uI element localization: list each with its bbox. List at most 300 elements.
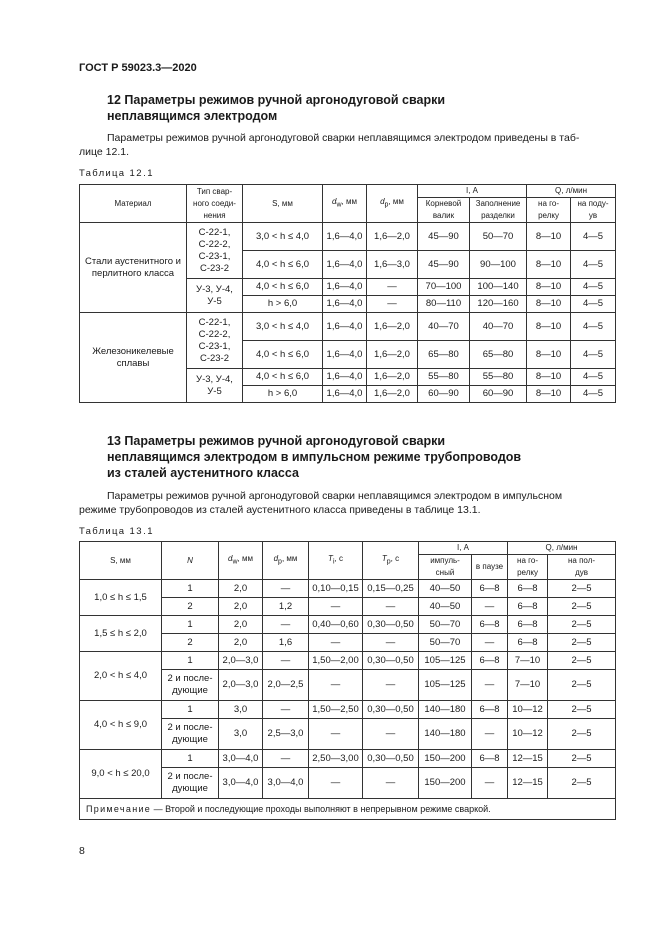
cell-text: — bbox=[280, 618, 291, 630]
section-13-paragraph: Параметры режимов ручной аргонодуговой сварки неплавящимся электродом в импульсном режиме трубопроводов из сталей аустенитного класса приведены в таблице 13.1. bbox=[79, 490, 563, 516]
cell-text: импуль- bbox=[430, 556, 460, 565]
cell-text: Q, л/мин bbox=[555, 186, 587, 195]
cell-text: 4,0 < h ≤ 9,0 bbox=[93, 719, 147, 730]
header-dp bbox=[263, 542, 309, 580]
cell-text: — bbox=[484, 636, 495, 648]
root-cell bbox=[418, 223, 470, 251]
cell-text: 105—125 bbox=[424, 654, 466, 666]
cell-text: p bbox=[384, 201, 389, 209]
cell-text: У-3, У-4, bbox=[196, 283, 233, 295]
table-row bbox=[80, 313, 616, 341]
cell-text: 2—5 bbox=[571, 636, 592, 648]
root-cell bbox=[418, 313, 470, 341]
cell-text: d bbox=[332, 196, 337, 206]
cell-text: С-23-2 bbox=[199, 262, 230, 274]
dp-cell bbox=[263, 768, 309, 799]
s-cell bbox=[243, 279, 323, 296]
cell-text: на го- bbox=[517, 556, 538, 565]
cell-text: 3,0 < h ≤ 4,0 bbox=[255, 230, 309, 242]
cell-text: 150—200 bbox=[424, 752, 466, 764]
cell-text: 2 bbox=[187, 600, 193, 612]
cell-text: 80—110 bbox=[425, 298, 462, 309]
fill-cell bbox=[470, 296, 527, 313]
cell-text: — bbox=[385, 777, 396, 788]
torch-cell bbox=[527, 313, 571, 341]
cell-text: 2,0 < h ≤ 4,0 bbox=[93, 670, 147, 681]
purge-cell bbox=[571, 251, 616, 279]
root-cell bbox=[418, 296, 470, 313]
cell-text: S, мм bbox=[110, 555, 131, 565]
cell-text: 3,0 bbox=[233, 703, 248, 715]
dw-cell bbox=[219, 750, 263, 768]
cell-text: 1,6—4,0 bbox=[326, 230, 363, 242]
dw-cell bbox=[323, 296, 367, 313]
dw-cell bbox=[323, 313, 367, 341]
torch-cell bbox=[527, 296, 571, 313]
s-cell bbox=[243, 223, 323, 251]
dw-cell bbox=[219, 719, 263, 750]
cell-text: 4—5 bbox=[582, 320, 604, 332]
torch-cell bbox=[508, 598, 548, 616]
pause-cell bbox=[472, 768, 508, 799]
ti-cell bbox=[309, 768, 363, 799]
cell-text: — bbox=[280, 654, 291, 666]
cell-text: 45—90 bbox=[428, 230, 459, 242]
cell-text: 1 bbox=[187, 703, 193, 715]
cell-text: — bbox=[280, 752, 291, 764]
purge-cell bbox=[571, 386, 616, 403]
cell-text: — bbox=[484, 600, 495, 612]
header-torch bbox=[527, 198, 571, 223]
dp-cell bbox=[367, 313, 418, 341]
tp-cell bbox=[363, 652, 419, 670]
cell-text: С-23-2 bbox=[199, 352, 230, 364]
cell-text: 40—50 bbox=[429, 582, 461, 594]
cell-text: С-22-2, bbox=[198, 238, 231, 250]
cell-text: 7—10 bbox=[514, 679, 541, 690]
cell-text: — bbox=[330, 636, 341, 648]
s-cell bbox=[80, 652, 162, 701]
cell-text: 1,6—4,0 bbox=[326, 281, 363, 292]
cell-text: 1,50—2,50 bbox=[312, 703, 359, 715]
cell-text: 105—125 bbox=[424, 679, 466, 690]
cell-text: 2—5 bbox=[571, 752, 592, 764]
n-cell bbox=[162, 652, 219, 670]
cell-text: — bbox=[330, 728, 341, 739]
cell-text: 3,0—4,0 bbox=[222, 752, 259, 764]
cell-text: S, мм bbox=[272, 198, 293, 208]
cell-text: дующие bbox=[172, 685, 208, 696]
page-number: 8 bbox=[79, 845, 85, 857]
n-cell bbox=[162, 768, 219, 799]
cell-text: — bbox=[385, 600, 396, 612]
cell-text: 4,0 < h ≤ 6,0 bbox=[255, 371, 309, 382]
cell-text: 60—90 bbox=[482, 388, 514, 399]
ti-cell bbox=[309, 580, 363, 598]
cell-text: 1 bbox=[187, 618, 193, 630]
dp-cell bbox=[367, 251, 418, 279]
cell-text: d bbox=[228, 553, 233, 563]
cell-text: 90—100 bbox=[480, 258, 516, 270]
cell-text: N bbox=[187, 555, 193, 565]
cell-text: 2,0—3,0 bbox=[222, 654, 259, 666]
cell-text: 10—12 bbox=[512, 728, 543, 739]
header-purge bbox=[571, 198, 616, 223]
cell-text: 1,6—2,0 bbox=[374, 348, 410, 360]
cell-text: 8—10 bbox=[535, 388, 562, 399]
torch-cell bbox=[508, 701, 548, 719]
cell-text: 6—8 bbox=[479, 703, 500, 715]
cell-text: — bbox=[387, 281, 397, 292]
cell-text: — bbox=[385, 679, 396, 690]
cell-text: 2,0 bbox=[233, 600, 248, 612]
dp-cell bbox=[367, 223, 418, 251]
cell-text: 7—10 bbox=[514, 654, 541, 666]
dp-cell bbox=[263, 701, 309, 719]
cell-text: 9,0 < h ≤ 20,0 bbox=[91, 768, 150, 779]
material-cell bbox=[80, 223, 187, 313]
purge-cell bbox=[571, 313, 616, 341]
cell-text: 140—180 bbox=[424, 703, 466, 715]
cell-text: 1,6—4,0 bbox=[326, 348, 363, 360]
cell-text: 6—8 bbox=[517, 618, 538, 630]
document-header: ГОСТ Р 59023.3—2020 bbox=[79, 62, 197, 74]
cell-text: 6—8 bbox=[479, 654, 500, 666]
torch-cell bbox=[527, 369, 571, 386]
purge-cell bbox=[571, 296, 616, 313]
cell-text: 0,30—0,50 bbox=[367, 703, 414, 715]
header-purge bbox=[548, 555, 616, 580]
header-root bbox=[418, 198, 470, 223]
cell-text: 140—180 bbox=[424, 728, 466, 739]
header-fill bbox=[470, 198, 527, 223]
purge-cell bbox=[548, 616, 616, 634]
table-note bbox=[80, 799, 616, 820]
cell-text: 65—80 bbox=[428, 348, 459, 360]
cell-text: — bbox=[484, 728, 495, 739]
dp-cell bbox=[263, 598, 309, 616]
cell-text: 1,6—4,0 bbox=[326, 320, 363, 332]
cell-text: 2,50—3,00 bbox=[312, 752, 359, 764]
cell-text: , мм bbox=[388, 196, 404, 206]
root-cell bbox=[418, 369, 470, 386]
cell-text: в паузе bbox=[475, 562, 504, 571]
dw-cell bbox=[219, 634, 263, 652]
dw-cell bbox=[323, 251, 367, 279]
header-current bbox=[419, 542, 508, 555]
tp-cell bbox=[363, 616, 419, 634]
dw-cell bbox=[219, 580, 263, 598]
note-label: Примечание bbox=[86, 804, 152, 814]
dw-cell bbox=[219, 616, 263, 634]
cell-text: 8—10 bbox=[535, 281, 562, 292]
cell-text: дув bbox=[575, 568, 588, 577]
cell-text: дующие bbox=[172, 783, 208, 794]
cell-text: С-22-1, bbox=[198, 226, 231, 238]
header-ti bbox=[309, 542, 363, 580]
cell-text: 50—70 bbox=[482, 230, 514, 242]
cell-text: 0,30—0,50 bbox=[367, 618, 414, 630]
table-row bbox=[80, 185, 616, 198]
dp-cell bbox=[263, 719, 309, 750]
pause-cell bbox=[472, 652, 508, 670]
cell-text: Q, л/мин bbox=[545, 543, 578, 552]
purge-cell bbox=[548, 768, 616, 799]
cell-text: сплавы bbox=[116, 357, 150, 369]
cell-text: , с bbox=[390, 553, 400, 563]
cell-text: С-23-1, bbox=[198, 250, 231, 262]
s-cell bbox=[80, 580, 162, 616]
dp-cell bbox=[367, 296, 418, 313]
cell-text: 60—90 bbox=[428, 388, 459, 399]
cell-text: h > 6,0 bbox=[267, 388, 298, 399]
cell-text: 3,0—4,0 bbox=[267, 777, 304, 788]
pulse-cell bbox=[419, 616, 472, 634]
s-cell bbox=[80, 750, 162, 799]
weld-type-cell bbox=[187, 279, 243, 313]
purge-cell bbox=[571, 279, 616, 296]
cell-text: 55—80 bbox=[482, 371, 514, 382]
table-row bbox=[80, 799, 616, 820]
cell-text: 4,0 < h ≤ 6,0 bbox=[255, 348, 309, 360]
cell-text: 2,0—2,5 bbox=[267, 679, 304, 690]
root-cell bbox=[418, 386, 470, 403]
cell-text: i bbox=[332, 558, 335, 566]
cell-text: Стали аустенитного и bbox=[85, 255, 181, 267]
n-cell bbox=[162, 750, 219, 768]
ti-cell bbox=[309, 598, 363, 616]
cell-text: 4,0 < h ≤ 6,0 bbox=[255, 281, 309, 292]
table-row bbox=[80, 652, 616, 670]
header-dp bbox=[367, 185, 418, 223]
cell-text: T bbox=[381, 553, 387, 563]
cell-text: С-22-2, bbox=[198, 328, 231, 340]
dp-cell bbox=[263, 616, 309, 634]
purge-cell bbox=[548, 598, 616, 616]
cell-text: С-23-1, bbox=[198, 340, 231, 352]
pulse-cell bbox=[419, 634, 472, 652]
pulse-cell bbox=[419, 670, 472, 701]
cell-text: валик bbox=[432, 211, 455, 220]
cell-text: 1,6—4,0 bbox=[326, 258, 363, 270]
cell-text: 2,5—3,0 bbox=[267, 728, 304, 739]
n-cell bbox=[162, 616, 219, 634]
cell-text: 50—70 bbox=[429, 636, 461, 648]
cell-text: разделки bbox=[481, 211, 515, 220]
cell-text: 3,0 bbox=[233, 728, 248, 739]
torch-cell bbox=[508, 580, 548, 598]
cell-text: , мм bbox=[341, 196, 357, 206]
cell-text: 1,5 ≤ h ≤ 2,0 bbox=[94, 627, 147, 639]
cell-text: Тип свар- bbox=[196, 186, 233, 196]
purge-cell bbox=[571, 341, 616, 369]
cell-text: , мм bbox=[237, 553, 253, 563]
weld-type-cell bbox=[187, 369, 243, 403]
cell-text: 8—10 bbox=[535, 371, 562, 382]
cell-text: — bbox=[330, 679, 341, 690]
dw-cell bbox=[219, 652, 263, 670]
cell-text: I, А bbox=[466, 186, 479, 195]
cell-text: У-5 bbox=[207, 385, 222, 397]
cell-text: 10—12 bbox=[512, 703, 543, 715]
cell-text: w bbox=[336, 201, 342, 209]
cell-text: 1,6 bbox=[278, 636, 293, 648]
dp-cell bbox=[367, 386, 418, 403]
dp-cell bbox=[263, 750, 309, 768]
cell-text: на поду- bbox=[577, 199, 609, 208]
header-n bbox=[162, 542, 219, 580]
cell-text: 12—15 bbox=[512, 777, 543, 788]
cell-text: d bbox=[380, 196, 385, 206]
cell-text: — bbox=[484, 777, 495, 788]
cell-text: релку bbox=[517, 568, 538, 577]
tp-cell bbox=[363, 634, 419, 652]
s-cell bbox=[243, 296, 323, 313]
fill-cell bbox=[470, 313, 527, 341]
cell-text: 2—5 bbox=[571, 703, 592, 715]
cell-text: 40—70 bbox=[482, 320, 514, 332]
pause-cell bbox=[472, 670, 508, 701]
cell-text: 2 и после- bbox=[167, 722, 213, 733]
table-13-1-caption: Таблица 13.1 bbox=[79, 526, 154, 537]
fill-cell bbox=[470, 279, 527, 296]
ti-cell bbox=[309, 670, 363, 701]
header-torch bbox=[508, 555, 548, 580]
cell-text: 0,30—0,50 bbox=[367, 752, 414, 764]
cell-text: h > 6,0 bbox=[267, 298, 298, 309]
tp-cell bbox=[363, 670, 419, 701]
dw-cell bbox=[323, 279, 367, 296]
cell-text: 2—5 bbox=[571, 582, 592, 594]
dp-cell bbox=[263, 580, 309, 598]
s-cell bbox=[243, 313, 323, 341]
cell-text: 2—5 bbox=[571, 600, 592, 612]
cell-text: 2 bbox=[187, 636, 193, 648]
n-cell bbox=[162, 634, 219, 652]
cell-text: 6—8 bbox=[479, 618, 500, 630]
cell-text: на пол- bbox=[568, 556, 596, 565]
cell-text: 100—140 bbox=[477, 281, 519, 292]
table-12-1 bbox=[79, 184, 616, 403]
cell-text: 1,6—2,0 bbox=[374, 371, 410, 382]
pause-cell bbox=[472, 701, 508, 719]
header-flow bbox=[527, 185, 616, 198]
cell-text: 6—8 bbox=[479, 582, 500, 594]
pulse-cell bbox=[419, 652, 472, 670]
ti-cell bbox=[309, 616, 363, 634]
cell-text: , с bbox=[334, 553, 343, 563]
ti-cell bbox=[309, 652, 363, 670]
root-cell bbox=[418, 251, 470, 279]
cell-text: 6—8 bbox=[517, 600, 538, 612]
s-cell bbox=[243, 386, 323, 403]
cell-text: 1,6—4,0 bbox=[326, 298, 363, 309]
cell-text: 70—100 bbox=[425, 281, 462, 292]
torch-cell bbox=[527, 279, 571, 296]
cell-text: w bbox=[232, 558, 238, 566]
cell-text: 40—70 bbox=[428, 320, 459, 332]
table-13-1 bbox=[79, 541, 616, 820]
n-cell bbox=[162, 670, 219, 701]
cell-text: T bbox=[328, 553, 333, 563]
cell-text: нения bbox=[203, 210, 226, 220]
torch-cell bbox=[508, 750, 548, 768]
ti-cell bbox=[309, 634, 363, 652]
cell-text: 2—5 bbox=[571, 777, 592, 788]
cell-text: 4,0 < h ≤ 6,0 bbox=[255, 258, 309, 270]
dp-cell bbox=[367, 369, 418, 386]
purge-cell bbox=[548, 701, 616, 719]
cell-text: 4—5 bbox=[582, 388, 604, 399]
fill-cell bbox=[470, 341, 527, 369]
cell-text: 55—80 bbox=[428, 371, 459, 382]
torch-cell bbox=[508, 768, 548, 799]
pulse-cell bbox=[419, 598, 472, 616]
cell-text: 2,0 bbox=[233, 618, 248, 630]
cell-text: 3,0 < h ≤ 4,0 bbox=[255, 320, 309, 332]
cell-text: 1,6—4,0 bbox=[326, 371, 363, 382]
cell-text: 8—10 bbox=[535, 258, 562, 270]
cell-text: — bbox=[385, 636, 396, 648]
cell-text: 2—5 bbox=[571, 728, 592, 739]
cell-text: дующие bbox=[172, 734, 208, 745]
s-cell bbox=[80, 701, 162, 750]
note-text: — Второй и последующие проходы выполняют в непрерывном режиме сваркой. bbox=[151, 804, 491, 814]
fill-cell bbox=[470, 223, 527, 251]
cell-text: 65—80 bbox=[482, 348, 514, 360]
cell-text: 1,6—2,0 bbox=[374, 230, 410, 242]
cell-text: 3,0—4,0 bbox=[222, 777, 259, 788]
torch-cell bbox=[508, 652, 548, 670]
cell-text: Заполнение bbox=[475, 199, 521, 208]
table-row bbox=[80, 701, 616, 719]
cell-text: 6—8 bbox=[479, 752, 500, 764]
pause-cell bbox=[472, 750, 508, 768]
cell-text: p bbox=[278, 558, 282, 566]
cell-text: 0,40—0,60 bbox=[312, 618, 359, 630]
pause-cell bbox=[472, 634, 508, 652]
tp-cell bbox=[363, 719, 419, 750]
cell-text: 6—8 bbox=[517, 636, 538, 648]
cell-text: 150—200 bbox=[424, 777, 466, 788]
cell-text: p bbox=[386, 558, 391, 566]
torch-cell bbox=[508, 670, 548, 701]
cell-text: 0,10—0,15 bbox=[312, 582, 359, 594]
s-cell bbox=[243, 369, 323, 386]
header-tp bbox=[363, 542, 419, 580]
purge-cell bbox=[548, 580, 616, 598]
cell-text: I, А bbox=[457, 543, 470, 552]
torch-cell bbox=[527, 223, 571, 251]
purge-cell bbox=[548, 634, 616, 652]
cell-text: 1,6—2,0 bbox=[374, 388, 410, 399]
fill-cell bbox=[470, 386, 527, 403]
pause-cell bbox=[472, 616, 508, 634]
cell-text: — bbox=[280, 703, 291, 715]
cell-text: 0,15—0,25 bbox=[367, 582, 414, 594]
header-s bbox=[243, 185, 323, 223]
cell-text: — bbox=[484, 679, 495, 690]
cell-text: 45—90 bbox=[428, 258, 459, 270]
cell-text: релку bbox=[538, 211, 559, 220]
cell-text: 50—70 bbox=[429, 618, 461, 630]
torch-cell bbox=[527, 386, 571, 403]
cell-text: перлитного класса bbox=[91, 267, 175, 279]
pause-cell bbox=[472, 719, 508, 750]
torch-cell bbox=[508, 719, 548, 750]
cell-text: 12—15 bbox=[512, 752, 543, 764]
pulse-cell bbox=[419, 701, 472, 719]
